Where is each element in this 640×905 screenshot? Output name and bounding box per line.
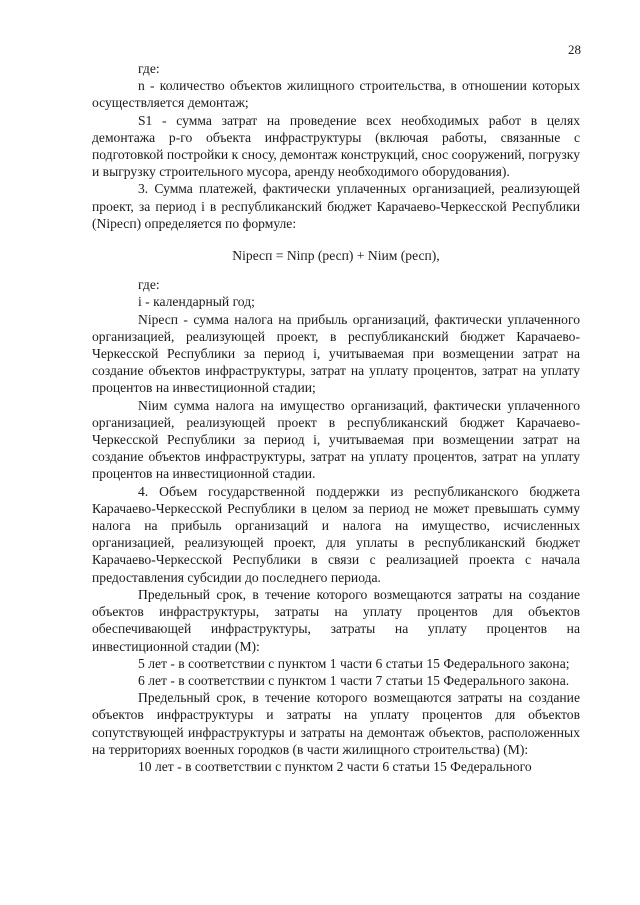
formula: Niресп = Niпр (респ) + Niим (респ), bbox=[232, 248, 440, 264]
paragraph-where-1: где: bbox=[138, 61, 160, 76]
paragraph-6-years: 6 лет - в соответствии с пунктом 1 части 7 статьи 15 Федерального закона. bbox=[138, 672, 570, 688]
page-number: 28 bbox=[568, 42, 581, 57]
paragraph-item-3: 3. Сумма платежей, фактически уплаченных организацией, реализующей проект, за период i в республиканский бюджет Карачаево-Черкесской Республики (Niресп) определяется по формуле: bbox=[92, 181, 580, 231]
paragraph-def-niresp: Niресп - сумма налога на прибыль организаций, фактически уплаченного организацией, реализующей проект, в республиканский бюджет Карачаево-Черкесской Республики за период i, учитываемая при возмещении затрат на создание объектов инфраструктуры, затрат на уплату процентов, затрат на уплату процентов на инвестиционной стадии; bbox=[92, 311, 580, 396]
paragraph-def-s1: S1 - сумма затрат на проведение всех необходимых работ в целях демонтажа p-го объекта инфраструктуры (включая работы, связанные с подготовкой постройки к сносу, демонтаж конструкций, снос сооружений, погрузку и выгрузку строительного мусора, аренду необходимого оборудования). bbox=[92, 112, 580, 180]
paragraph-def-niim: Niим сумма налога на имущество организаций, фактически уплаченного организацией, реализующей проект в республиканский бюджет Карачаево-Черкесской Республики за период i, учитываемая при возмещении затрат на создание объектов инфраструктуры, затрат на уплату процентов, затрат на уплату процентов на инвестиционной стадии. bbox=[92, 397, 580, 482]
paragraph-def-n: n - количество объектов жилищного строительства, в отношении которых осуществляется демонтаж; bbox=[92, 78, 580, 111]
paragraph-limit-1: Предельный срок, в течение которого возмещаются затраты на создание объектов инфраструктуры, затраты на уплату процентов для объектов обеспечивающей инфраструктуры, затраты на уплату процентов на инвестиционной стадии (М): bbox=[92, 586, 580, 654]
paragraph-def-i: i - календарный год; bbox=[138, 294, 255, 310]
paragraph-item-4: 4. Объем государственной поддержки из республиканского бюджета Карачаево-Черкесской Республики в целом за период не может превышать сумму налога на прибыль организаций и налога на имущество, исчисленных организацией, реализующей проект, для уплаты в республиканский бюджет Карачаево-Черкесской Республики в связи с реализацией проекта с начала предоставления субсидии до последнего периода. bbox=[92, 483, 580, 585]
paragraph-10-years: 10 лет - в соответствии с пунктом 2 части 6 статьи 15 Федерального bbox=[138, 758, 532, 774]
paragraph-limit-2: Предельный срок, в течение которого возмещаются затраты на создание объектов инфраструктуры и затраты на уплату процентов для объектов сопутствующей инфраструктуры и затраты на демонтаж объектов, расположенных на территориях военных городков (в части жилищного строительства) (М): bbox=[92, 690, 580, 757]
paragraph-where-2: где: bbox=[138, 277, 160, 293]
paragraph-5-years: 5 лет - в соответствии с пунктом 1 части 6 статьи 15 Федерального закона; bbox=[138, 655, 570, 671]
document-body bbox=[92, 60, 580, 775]
